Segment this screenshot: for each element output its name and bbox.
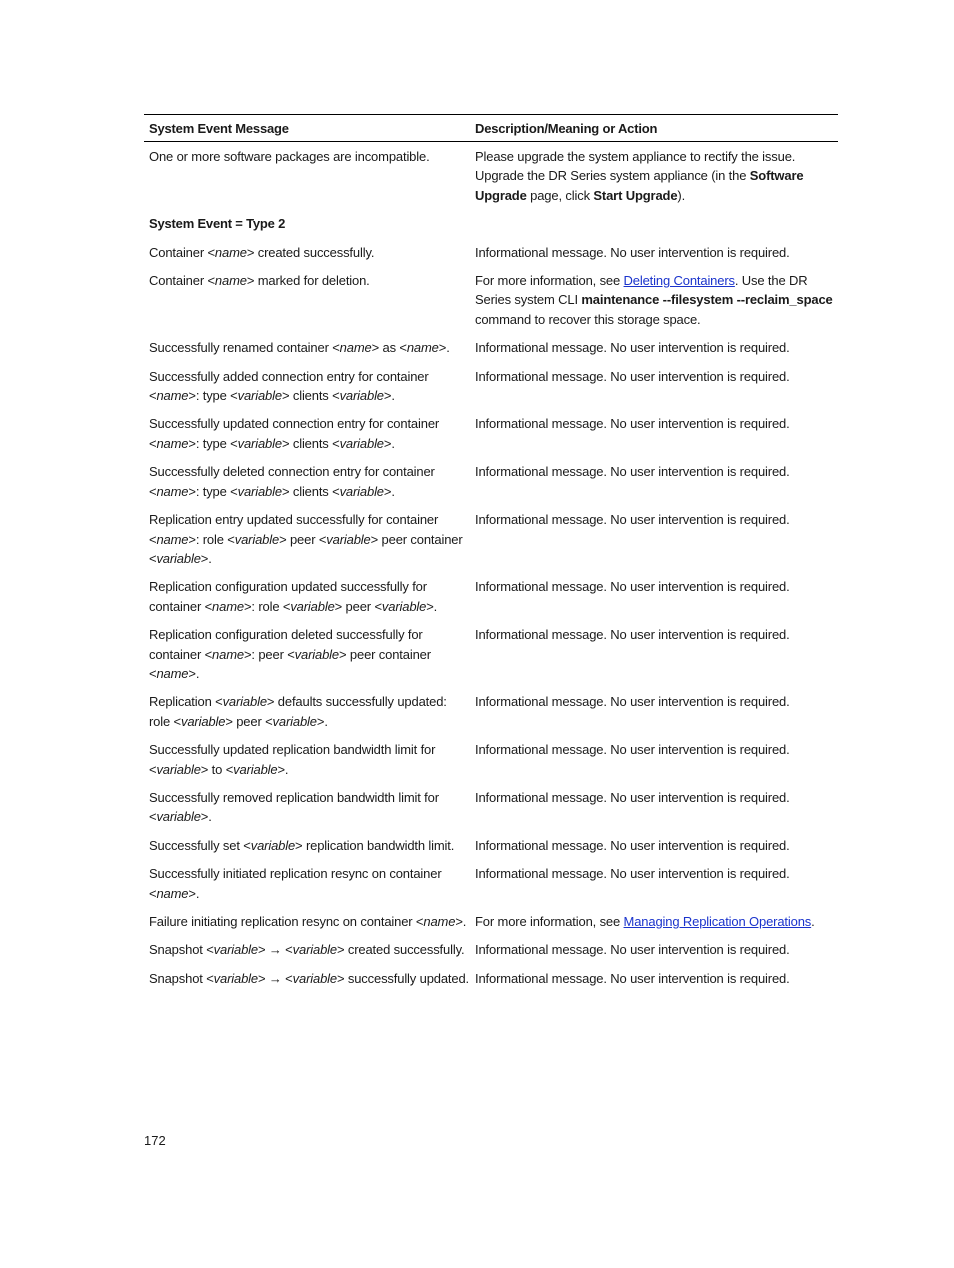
text-segment: Informational message. No user intervention is required. bbox=[475, 942, 790, 958]
text-segment: > peer < bbox=[334, 598, 382, 614]
text-segment: >: role < bbox=[243, 598, 291, 614]
text-segment: > peer container < bbox=[149, 646, 431, 681]
text-segment: Informational message. No user intervention is required. bbox=[475, 789, 790, 805]
text-segment: >. bbox=[277, 761, 289, 777]
text-segment: >. bbox=[188, 665, 200, 681]
text-segment: name bbox=[156, 388, 189, 404]
text-segment: name bbox=[156, 885, 189, 901]
table-row bbox=[144, 572, 838, 620]
text-segment: > → < bbox=[257, 942, 293, 958]
table-body bbox=[144, 142, 838, 992]
text-segment: Successfully renamed container < bbox=[149, 340, 340, 356]
text-segment: Successfully updated replication bandwidth limit for < bbox=[149, 742, 436, 777]
text-segment: Snapshot < bbox=[149, 942, 214, 958]
text-segment: Successfully updated connection entry for container < bbox=[149, 416, 440, 451]
text-segment: >. bbox=[200, 809, 212, 825]
event-message-cell bbox=[144, 836, 470, 855]
text-segment: Software Upgrade bbox=[475, 168, 804, 203]
text-segment: Snapshot < bbox=[149, 970, 214, 986]
text-segment: variable bbox=[222, 694, 267, 710]
event-description-cell bbox=[470, 788, 838, 827]
section-heading: System Event = Type 2 bbox=[149, 216, 286, 232]
event-message-cell bbox=[144, 692, 470, 731]
text-segment: Start Upgrade bbox=[593, 187, 678, 203]
event-message-cell bbox=[144, 147, 470, 205]
text-segment: Informational message. No user intervention is required. bbox=[475, 837, 790, 853]
text-segment: >: type < bbox=[188, 435, 238, 451]
table-row bbox=[144, 409, 838, 457]
text-segment: variable bbox=[233, 761, 278, 777]
event-message-cell bbox=[144, 969, 470, 988]
text-segment: variable bbox=[290, 598, 335, 614]
text-segment: Informational message. No user intervention is required. bbox=[475, 464, 790, 480]
event-description-cell bbox=[470, 577, 838, 616]
text-segment: One or more software packages are incompatible. bbox=[149, 149, 430, 164]
event-description-cell bbox=[470, 625, 838, 683]
event-message-cell bbox=[144, 625, 470, 683]
text-segment: Informational message. No user intervention is required. bbox=[475, 512, 790, 528]
text-segment: Informational message. No user intervention is required. bbox=[475, 970, 790, 986]
text-segment: > clients < bbox=[281, 388, 340, 404]
text-segment: Failure initiating replication resync on container < bbox=[149, 914, 424, 929]
text-segment: name bbox=[214, 244, 247, 260]
text-segment: Informational message. No user intervention is required. bbox=[475, 627, 790, 643]
text-segment: >: peer < bbox=[243, 646, 295, 662]
text-segment: name bbox=[214, 273, 247, 289]
event-description-cell bbox=[470, 338, 838, 357]
text-segment: >. bbox=[188, 885, 200, 901]
text-segment: variable bbox=[237, 388, 282, 404]
cross-reference-link[interactable]: Deleting Containers bbox=[623, 273, 735, 289]
text-segment: variable bbox=[292, 942, 337, 958]
text-segment: Informational message. No user intervention is required. bbox=[475, 340, 790, 356]
table-row bbox=[144, 142, 838, 209]
event-message-cell bbox=[144, 912, 470, 931]
event-description-cell bbox=[470, 740, 838, 779]
text-segment: For more information, see bbox=[475, 914, 624, 929]
table-row bbox=[144, 735, 838, 783]
text-segment: > peer < bbox=[279, 531, 327, 547]
event-message-cell bbox=[144, 338, 470, 357]
text-segment: >: role < bbox=[188, 531, 235, 547]
text-segment: variable bbox=[237, 483, 282, 499]
text-segment: page, click bbox=[526, 187, 594, 203]
column-header-message: System Event Message bbox=[149, 120, 289, 136]
text-segment: variable bbox=[292, 970, 337, 986]
text-segment: variable bbox=[339, 483, 384, 499]
text-segment: name bbox=[156, 531, 189, 547]
table-row bbox=[144, 831, 838, 859]
text-segment: >. bbox=[438, 340, 450, 356]
event-message-cell bbox=[144, 510, 470, 568]
table-row bbox=[144, 238, 838, 266]
text-segment: variable bbox=[156, 550, 201, 566]
text-segment: name bbox=[423, 914, 456, 929]
text-segment: >: type < bbox=[188, 483, 238, 499]
table-row bbox=[144, 505, 838, 572]
text-segment: >. bbox=[426, 598, 438, 614]
table-row bbox=[144, 333, 838, 361]
text-segment: > created successfully. bbox=[336, 942, 465, 958]
text-segment: variable bbox=[250, 837, 296, 853]
text-segment: > as < bbox=[371, 340, 407, 356]
text-segment: >. bbox=[455, 914, 467, 929]
text-segment: >: type < bbox=[188, 388, 238, 404]
event-message-cell bbox=[144, 367, 470, 406]
text-segment: name bbox=[212, 646, 244, 662]
event-description-cell bbox=[470, 692, 838, 731]
cross-reference-link[interactable]: Managing Replication Operations bbox=[623, 914, 812, 929]
text-segment: Replication entry updated successfully for container < bbox=[149, 512, 439, 547]
event-description-cell bbox=[470, 510, 838, 568]
event-message-cell bbox=[144, 864, 470, 903]
event-message-cell bbox=[144, 462, 470, 501]
text-segment: Replication < bbox=[149, 694, 223, 710]
text-segment: Successfully initiated replication resync on container < bbox=[149, 866, 442, 901]
text-segment: Informational message. No user intervention is required. bbox=[475, 244, 790, 260]
text-segment: variable bbox=[237, 435, 282, 451]
text-segment: variable bbox=[381, 598, 427, 614]
text-segment: variable bbox=[213, 970, 258, 986]
text-segment: Informational message. No user intervention is required. bbox=[475, 866, 790, 882]
text-segment: variable bbox=[326, 531, 371, 547]
event-message-cell bbox=[144, 577, 470, 616]
text-segment: name bbox=[156, 483, 189, 499]
event-message-cell bbox=[144, 788, 470, 827]
text-segment: command to recover this storage space. bbox=[475, 311, 701, 327]
event-message-cell bbox=[144, 740, 470, 779]
text-segment: name bbox=[212, 598, 244, 614]
text-segment: > marked for deletion. bbox=[246, 273, 370, 289]
table-row bbox=[144, 783, 838, 831]
event-description-cell bbox=[470, 836, 838, 855]
table-row bbox=[144, 620, 838, 687]
text-segment: > peer < bbox=[225, 713, 273, 729]
text-segment: > clients < bbox=[281, 483, 340, 499]
text-segment: > replication bandwidth limit. bbox=[295, 837, 455, 853]
table-row bbox=[144, 687, 838, 735]
text-segment: Container < bbox=[149, 273, 215, 289]
event-message-cell bbox=[144, 243, 470, 262]
text-segment: For more information, see bbox=[475, 273, 624, 289]
event-description-cell bbox=[470, 243, 838, 262]
text-segment: Replication configuration deleted successfully for container < bbox=[149, 627, 423, 662]
text-segment: variable bbox=[156, 761, 201, 777]
text-segment: variable bbox=[180, 713, 226, 729]
text-segment: name bbox=[339, 340, 372, 356]
text-segment: . bbox=[811, 914, 815, 929]
text-segment: variable bbox=[339, 435, 384, 451]
text-segment: Successfully added connection entry for container < bbox=[149, 368, 429, 404]
text-segment: Successfully set < bbox=[149, 837, 251, 853]
text-segment: Please upgrade the system appliance to rectify the issue. Upgrade the DR Series system appliance (in the bbox=[475, 149, 796, 184]
event-description-cell bbox=[470, 414, 838, 453]
table-row bbox=[144, 859, 838, 907]
text-segment: >. bbox=[383, 435, 395, 451]
text-segment: > → < bbox=[257, 970, 293, 986]
text-segment: > clients < bbox=[281, 435, 340, 451]
page-number: 172 bbox=[144, 1133, 166, 1148]
text-segment: variable bbox=[213, 942, 258, 958]
text-segment: > defaults successfully updated: role < bbox=[149, 694, 447, 729]
text-segment: . Use the DR Series system CLI bbox=[475, 273, 808, 308]
text-segment: ). bbox=[677, 187, 686, 203]
text-segment: Replication configuration updated successfully for container < bbox=[149, 579, 427, 614]
text-segment: Informational message. No user intervention is required. bbox=[475, 579, 790, 595]
text-segment: >. bbox=[383, 483, 395, 499]
text-segment: variable bbox=[339, 388, 384, 404]
event-description-cell bbox=[470, 147, 838, 205]
text-segment: > created successfully. bbox=[246, 244, 375, 260]
text-segment: name bbox=[406, 340, 439, 356]
text-segment: >. bbox=[200, 550, 212, 566]
text-segment: Successfully removed replication bandwidth limit for < bbox=[149, 789, 439, 825]
event-message-cell bbox=[144, 271, 470, 329]
table-row bbox=[144, 362, 838, 410]
system-event-table bbox=[144, 114, 838, 992]
text-segment: Informational message. No user intervention is required. bbox=[475, 742, 790, 758]
text-segment: > peer container < bbox=[149, 531, 463, 566]
text-segment: > to < bbox=[200, 761, 234, 777]
event-description-cell bbox=[470, 864, 838, 903]
text-segment: >. bbox=[383, 388, 395, 404]
event-description-cell bbox=[470, 462, 838, 501]
table-row bbox=[144, 457, 838, 505]
text-segment: name bbox=[156, 435, 189, 451]
event-message-cell bbox=[144, 414, 470, 453]
event-description-cell bbox=[470, 271, 838, 329]
text-segment: Informational message. No user intervention is required. bbox=[475, 368, 790, 384]
text-segment: variable bbox=[272, 713, 317, 729]
text-segment: variable bbox=[156, 809, 201, 825]
event-description-cell bbox=[470, 912, 838, 931]
text-segment: > successfully updated. bbox=[336, 970, 470, 986]
event-message-cell bbox=[144, 940, 470, 959]
table-row bbox=[144, 266, 838, 333]
event-description-cell bbox=[470, 969, 838, 988]
text-segment: >. bbox=[316, 713, 328, 729]
text-segment: variable bbox=[234, 531, 280, 547]
text-segment: Informational message. No user intervention is required. bbox=[475, 694, 790, 710]
table-row bbox=[144, 935, 838, 963]
table-row bbox=[144, 907, 838, 935]
text-segment: Container < bbox=[149, 244, 215, 260]
text-segment: name bbox=[156, 665, 189, 681]
column-header-description: Description/Meaning or Action bbox=[475, 120, 658, 136]
text-segment: Successfully deleted connection entry for container < bbox=[149, 464, 435, 499]
text-segment: Informational message. No user intervention is required. bbox=[475, 416, 790, 432]
event-description-cell bbox=[470, 367, 838, 406]
table-header bbox=[144, 115, 838, 142]
text-segment: variable bbox=[294, 646, 339, 662]
text-segment: maintenance --filesystem --reclaim_space bbox=[581, 292, 833, 308]
event-description-cell bbox=[470, 940, 838, 959]
table-row bbox=[144, 964, 838, 992]
